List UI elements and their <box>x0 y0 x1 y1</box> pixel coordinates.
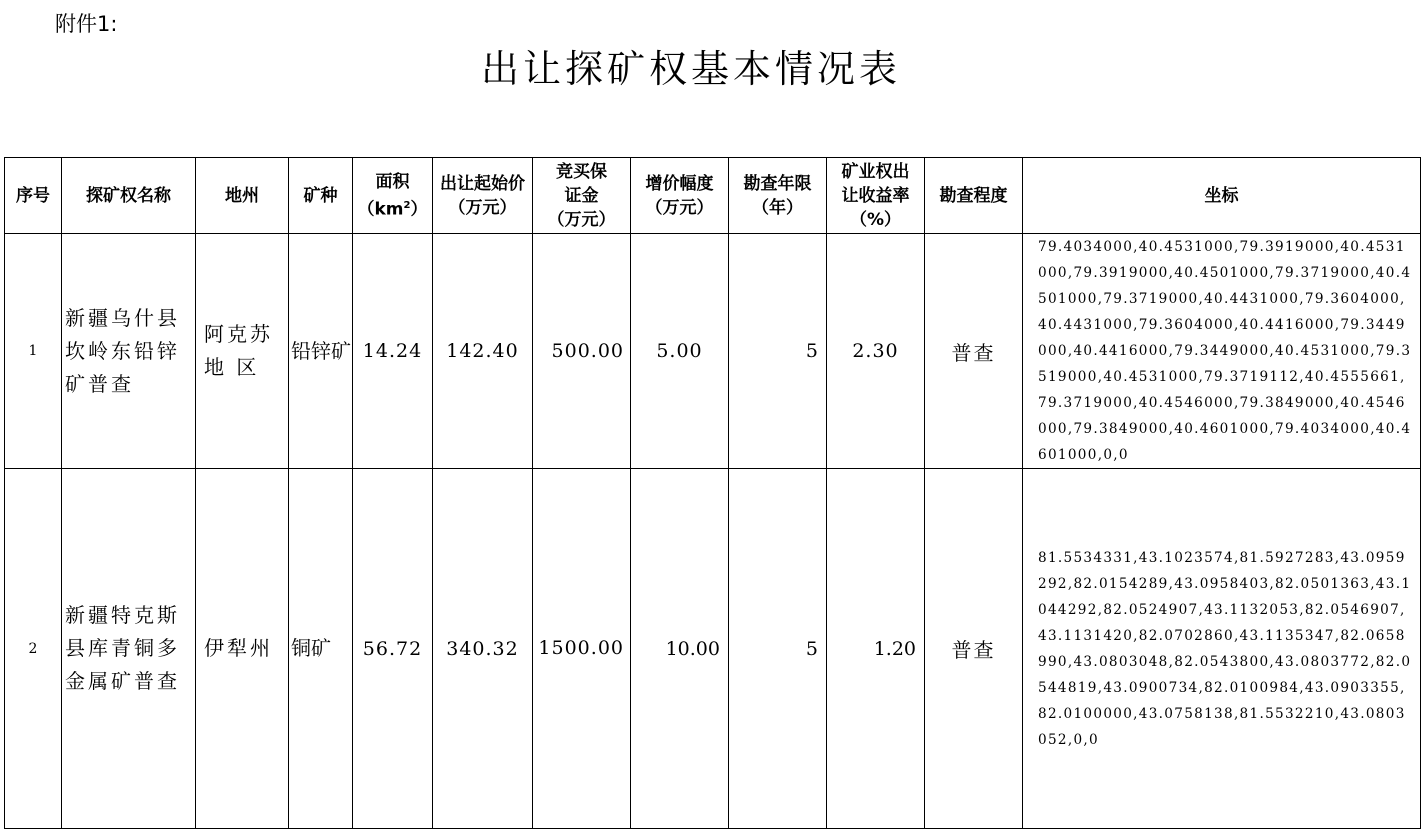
cell-region: 阿克苏地 区 <box>196 234 289 469</box>
cell-coords: 81.5534331,43.1023574,81.5927283,43.0959292,82.0154289,43.0958403,82.0501363,43.1044292,82.0524907,43.1132053,82.0546907,43.1131420,82.0702860,43.1135347,82.0658990,43.0803048,82.0543800,43.0803772,82.0544819,43.0900734,82.0100984,43.0903355,82.0100000,43.0758138,81.5532210,43.0803052,0,0 <box>1023 469 1421 829</box>
cell-term: 5 <box>729 234 827 469</box>
area-unit-sup: 2 <box>403 199 411 211</box>
page-title: 出让探矿权基本情况表 <box>480 47 901 91</box>
col-header-increment-line2: （万元） <box>645 197 714 218</box>
col-header-coords: 坐标 <box>1023 158 1421 234</box>
attachment-label: 附件1: <box>55 12 118 36</box>
cell-mineral: 铜矿 <box>289 469 353 829</box>
cell-rate: 1.20 <box>827 469 925 829</box>
col-header-deposit-line2: 证金 <box>564 185 599 206</box>
cell-deposit: 1500.00 <box>533 469 631 829</box>
col-header-area <box>353 158 433 234</box>
cell-region: 伊犁州 <box>196 469 289 829</box>
col-header-increment <box>631 158 729 234</box>
cell-increment: 5.00 <box>631 234 729 469</box>
col-header-increment-line1: 增价幅度 <box>645 173 714 194</box>
col-header-rate-line3: （%） <box>849 209 902 230</box>
col-header-start-price <box>433 158 533 234</box>
table-row <box>5 234 1421 469</box>
col-header-area-unit <box>353 194 432 222</box>
col-header-deposit-line3: （万元） <box>547 209 616 230</box>
col-header-term <box>729 158 827 234</box>
cell-index: 2 <box>5 469 62 829</box>
col-header-region: 地州 <box>196 158 289 234</box>
cell-start-price: 142.40 <box>433 234 533 469</box>
col-header-area-label: 面积 <box>375 171 410 192</box>
cell-stage: 普查 <box>925 234 1023 469</box>
cell-increment: 10.00 <box>631 469 729 829</box>
col-header-index: 序号 <box>5 158 62 234</box>
cell-coords: 79.4034000,40.4531000,79.3919000,40.4531000,79.3919000,40.4501000,79.3719000,40.4501000,79.3719000,40.4431000,79.3604000,40.4431000,79.3604000,40.4416000,79.3449000,40.4416000,79.3449000,40.4531000,79.3519000,40.4531000,79.3719112,40.4555661,79.3719000,40.4546000,79.3849000,40.4546000,79.3849000,40.4601000,79.4034000,40.4601000,0,0 <box>1023 234 1421 469</box>
cell-term: 5 <box>729 469 827 829</box>
col-header-rate <box>827 158 925 234</box>
area-unit-pre: （km <box>357 199 404 220</box>
cell-stage: 普查 <box>925 469 1023 829</box>
cell-name: 新疆乌什县坎岭东铅锌矿普查 <box>62 234 196 469</box>
cell-area: 56.72 <box>353 469 433 829</box>
col-header-name: 探矿权名称 <box>62 158 196 234</box>
col-header-term-line2: （年） <box>752 197 803 218</box>
area-unit-post: ） <box>410 199 428 220</box>
cell-rate: 2.30 <box>827 234 925 469</box>
cell-mineral: 铅锌矿 <box>289 234 353 469</box>
col-header-term-line1: 勘查年限 <box>743 173 812 194</box>
cell-index: 1 <box>5 234 62 469</box>
table-header-row <box>5 158 1421 234</box>
cell-start-price: 340.32 <box>433 469 533 829</box>
cell-area: 14.24 <box>353 234 433 469</box>
col-header-start-price-line2: （万元） <box>448 197 517 218</box>
col-header-start-price-line1: 出让起始价 <box>440 173 525 194</box>
cell-deposit: 500.00 <box>533 234 631 469</box>
col-header-mineral: 矿种 <box>289 158 353 234</box>
cell-name: 新疆特克斯县库青铜多金属矿普查 <box>62 469 196 829</box>
table-row <box>5 469 1421 829</box>
col-header-rate-line1: 矿业权出 <box>841 161 910 182</box>
col-header-deposit-line1: 竞买保 <box>556 161 607 182</box>
col-header-rate-line2: 让收益率 <box>841 185 910 206</box>
mining-rights-table <box>4 157 1421 829</box>
col-header-stage: 勘查程度 <box>925 158 1023 234</box>
col-header-deposit <box>533 158 631 234</box>
